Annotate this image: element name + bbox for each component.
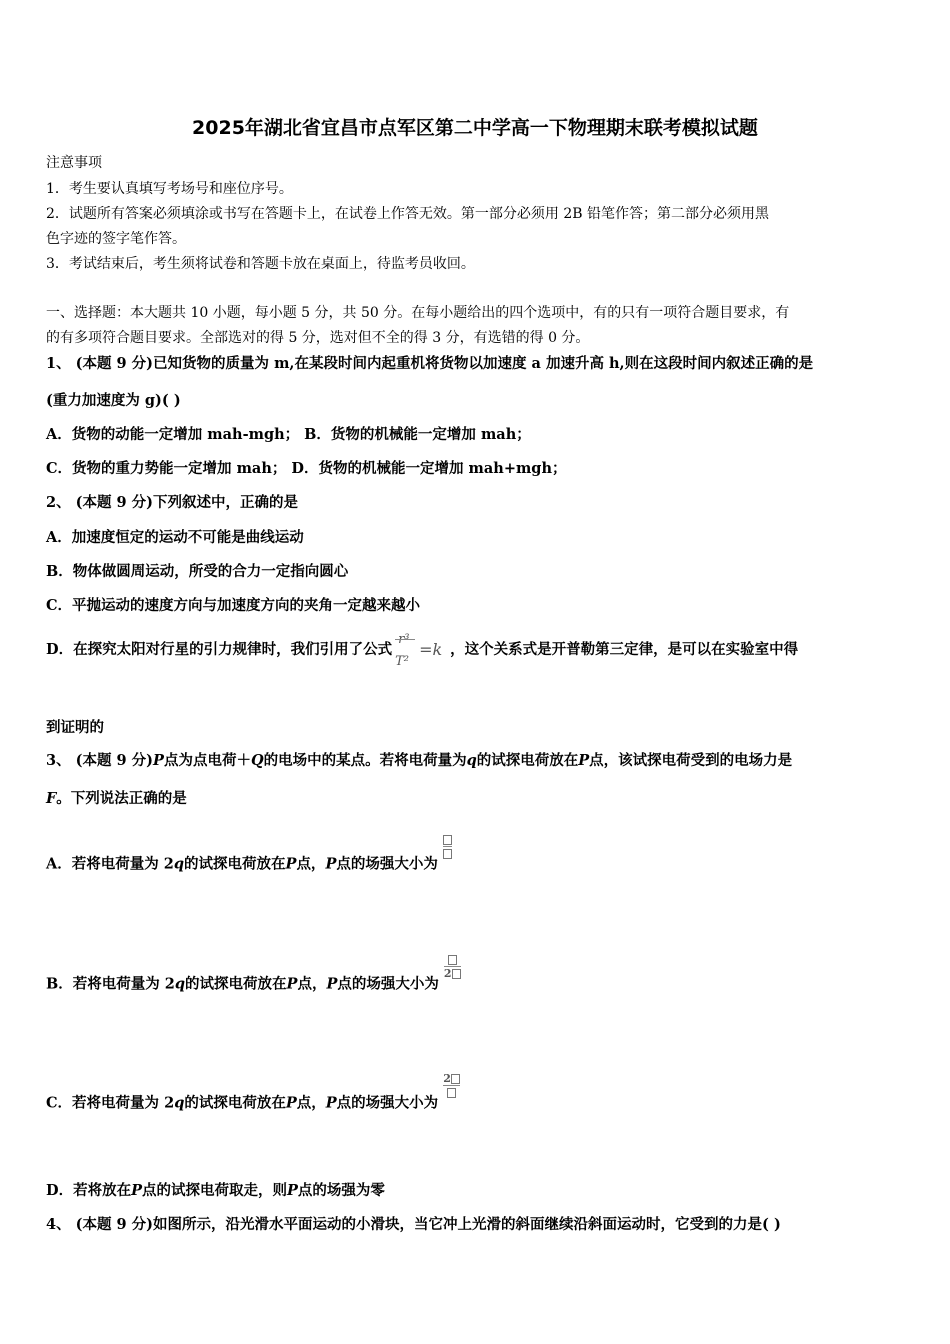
q2-option-d-pre: D．在探究太阳对行星的引力规律时，我们引用了公式 [46,641,393,658]
symbol-P: P [153,752,164,769]
q3-option-b-prefix: B．若将电荷量为 2 [46,975,175,993]
q3-option-d-post: 点的场强为零 [297,1182,385,1199]
q3-option-text: 点的场强大小为 [336,855,438,873]
formula-denominator: T² [395,654,409,669]
q2-option-d [46,628,798,672]
q2-option-b: B．物体做圆周运动，所受的合力一定指向圆心 [46,563,349,580]
q2-option-c: C．平抛运动的速度方向与加速度方向的夹角一定越来越小 [46,597,421,614]
q1-options-ab: A．货物的动能一定增加 mah-mgh； B．货物的机械能一定增加 mah； [46,426,531,443]
notice-item-2-cont: 色字迹的签字笔作答。 [46,231,186,247]
symbol-q: q [466,752,477,769]
q3-option-text: 点， [296,1094,326,1112]
q3-option-c [46,1072,460,1116]
q3-number: 3、 (本题 9 分) [46,752,154,769]
q3-option-d-pre: D．若将放在 [46,1182,132,1199]
symbol-q: q [174,975,186,993]
kepler-formula [392,630,450,670]
symbol-F: F [46,790,57,807]
q3-text: 的试探电荷放在 [476,752,579,769]
q3-option-text: 点， [297,975,327,993]
q3-option-c-prefix: C．若将电荷量为 2 [46,1094,175,1112]
q3-option-text: 点， [296,855,326,873]
q3-option-b [46,967,461,997]
q3-option-d-mid: 点的试探电荷取走，则 [141,1182,287,1199]
symbol-Q: Q [250,752,264,769]
q3-stem-line2 [46,787,187,808]
q3-option-text: 点的场强大小为 [336,1094,439,1112]
symbol-P: P [285,855,297,873]
symbol-P: P [326,975,338,993]
q2-stem: 2、 (本题 9 分)下列叙述中，正确的是 [46,494,299,511]
symbol-P: P [578,752,590,769]
symbol-P: P [131,1182,142,1199]
q1-stem-line2: (重力加速度为 g)( ) [46,392,181,409]
q3-option-a-prefix: A．若将电荷量为 2 [46,855,174,873]
q2-option-d-cont: 到证明的 [46,719,104,736]
q3-option-text: 的试探电荷放在 [184,1094,286,1112]
symbol-P: P [325,1094,337,1112]
q2-option-a: A．加速度恒定的运动不可能是曲线运动 [46,529,304,546]
fraction-b-digit: 2 [443,967,452,980]
formula-rhs: =k [419,640,443,659]
q3-text: 点为点电荷＋ [163,752,251,769]
section-heading-line1: 一、选择题：本大题共 10 小题，每小题 5 分，共 50 分。在每小题给出的四个选项中，有的只有一项符合题目要求，有 [46,305,790,321]
fraction-c-digit: 2 [443,1072,451,1085]
formula-numerator: r³ [398,632,410,647]
symbol-P: P [286,1182,298,1199]
notice-heading: 注意事项 [46,155,102,171]
q3-text: 的电场中的某点。若将电荷量为 [263,752,467,769]
q3-text: 。下列说法正确的是 [56,790,187,807]
symbol-P: P [285,1094,297,1112]
fraction-image-b [444,954,461,979]
fraction-image-a [443,834,452,859]
q1-options-cd: C．货物的重力势能一定增加 mah； D．货物的机械能一定增加 mah+mgh； [46,460,567,477]
symbol-P: P [286,975,298,993]
page-title: 2025年湖北省宜昌市点军区第二中学高一下物理期末联考模拟试题 [192,117,758,139]
q3-option-text: 点的场强大小为 [337,975,439,993]
q2-option-d-post: ，这个关系式是开普勒第三定律，是可以在实验室中得 [450,641,799,658]
q3-stem-line1 [46,749,792,770]
q3-text: 点，该试探电荷受到的电场力是 [589,752,793,769]
q3-option-text: 的试探电荷放在 [184,855,286,873]
q3-option-text: 的试探电荷放在 [185,975,287,993]
symbol-q: q [173,855,185,873]
q3-option-a [46,852,452,877]
notice-item-3: 3．考试结束后，考生须将试卷和答题卡放在桌面上，待监考员收回。 [46,256,475,272]
fraction-image-c [443,1073,460,1098]
q3-option-d [46,1179,385,1200]
q4-stem: 4、 (本题 9 分)如图所示，沿光滑水平面运动的小滑块，当它冲上光滑的斜面继续沿斜面运动时，它受到的力是( ) [46,1216,781,1233]
section-heading-line2: 的有多项符合题目要求。全部选对的得 5 分，选对但不全的得 3 分，有选错的得 0 分。 [46,330,590,346]
symbol-P: P [325,855,337,873]
q1-stem-line1: 1、 (本题 9 分)已知货物的质量为 m,在某段时间内起重机将货物以加速度 a 加速升高 h,则在这段时间内叙述正确的是 [46,355,814,372]
notice-item-2: 2．试题所有答案必须填涂或书写在答题卡上，在试卷上作答无效。第一部分必须用 2B 铅笔作答；第二部分必须用黑 [46,206,769,222]
symbol-q: q [174,1094,185,1112]
notice-item-1: 1．考生要认真填写考场号和座位序号。 [46,181,293,197]
